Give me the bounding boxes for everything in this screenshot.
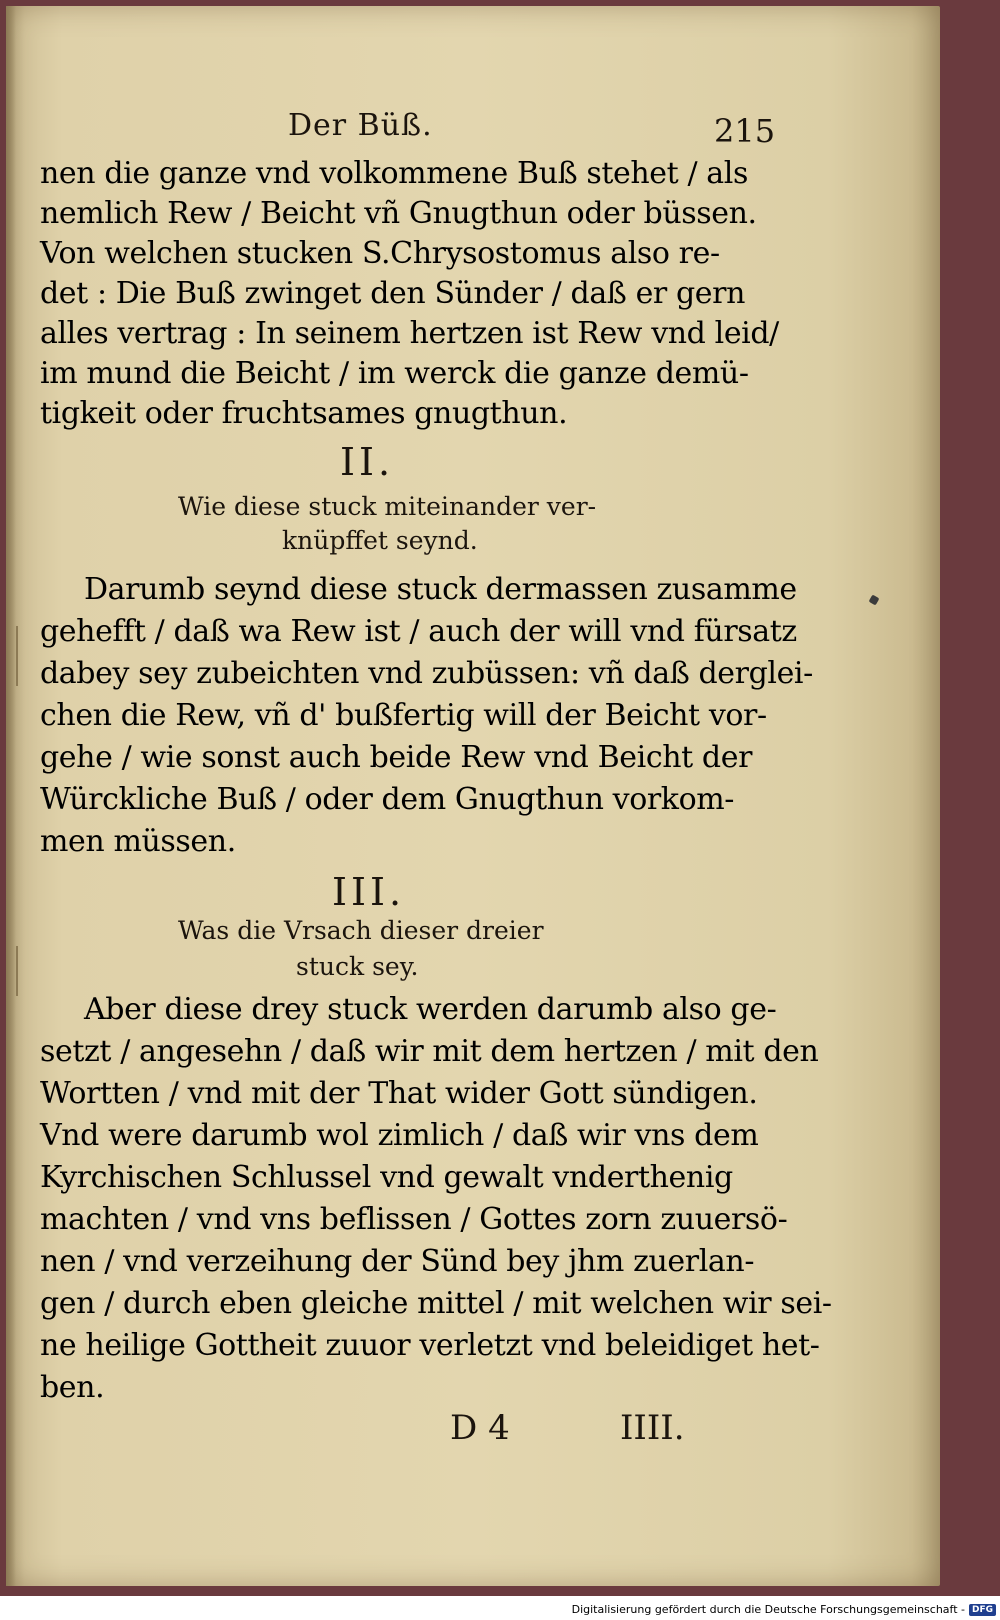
section-heading-2-line2: knüpffet seynd. (282, 526, 478, 555)
text-line: nen / vnd verzeihung der Sünd bey jhm zuerlan- (40, 1244, 755, 1279)
page-edge-mark (16, 626, 18, 686)
text-line: nen die ganze vnd volkommene Buß stehet / als (40, 156, 748, 191)
running-head: Der Büß. (288, 108, 433, 143)
text-line: tigkeit oder fruchtsames gnugthun. (40, 396, 568, 431)
section-heading-2-line1: Wie diese stuck miteinander ver- (178, 492, 597, 521)
text-line: men müssen. (40, 824, 236, 859)
footer-credit-text: Digitalisierung gefördert durch die Deutsche Forschungsgemeinschaft - (571, 1603, 965, 1616)
signature-mark: D 4 (450, 1408, 510, 1448)
section-heading-3-line1: Was die Vrsach dieser dreier (178, 916, 544, 945)
section-heading-3-line2: stuck sey. (296, 952, 419, 981)
text-line: Von welchen stucken S.Chrysostomus also re- (40, 236, 720, 271)
text-line: gehefft / daß wa Rew ist / auch der will vnd fürsatz (40, 614, 797, 649)
catchword: IIII. (620, 1408, 685, 1448)
text-line: gen / durch eben gleiche mittel / mit welchen wir sei- (40, 1286, 832, 1321)
text-line: Kyrchischen Schlussel vnd gewalt vnderthenig (40, 1160, 733, 1195)
text-line: machten / vnd vns beflissen / Gottes zorn zuuersö- (40, 1202, 788, 1237)
text-line: det : Die Buß zwinget den Sünder / daß er gern (40, 276, 746, 311)
footer-credit (572, 1603, 996, 1616)
text-line: alles vertrag : In seinem hertzen ist Rew vnd leid/ (40, 316, 779, 351)
text-line: Vnd were darumb wol zimlich / daß wir vns dem (40, 1118, 759, 1153)
text-line: nemlich Rew / Beicht vñ Gnugthun oder büssen. (40, 196, 757, 231)
text-line: ben. (40, 1370, 105, 1405)
text-line: Würckliche Buß / oder dem Gnugthun vorkom- (40, 782, 735, 817)
ink-spot (869, 595, 880, 606)
text-line: ne heilige Gottheit zuuor verletzt vnd beleidiget het- (40, 1328, 820, 1363)
text-line: Wortten / vnd mit der That wider Gott sündigen. (40, 1076, 758, 1111)
page-number: 215 (714, 112, 776, 150)
text-line: chen die Rew, vñ d' bußfertig will der Beicht vor- (40, 698, 767, 733)
page-edge-mark (16, 946, 18, 996)
text-line: im mund die Beicht / im werck die ganze demü- (40, 356, 749, 391)
text-line: Darumb seynd diese stuck dermassen zusamme (84, 572, 797, 607)
text-line: Aber diese drey stuck werden darumb also ge- (84, 992, 777, 1027)
text-line: setzt / angesehn / daß wir mit dem hertzen / mit den (40, 1034, 819, 1069)
text-line: gehe / wie sonst auch beide Rew vnd Beicht der (40, 740, 753, 775)
section-numeral-3: III. (332, 870, 406, 914)
text-line: dabey sey zubeichten vnd zubüssen: vñ daß derglei- (40, 656, 813, 691)
section-numeral-2: II. (340, 440, 395, 484)
dfg-logo: DFG (969, 1604, 996, 1616)
